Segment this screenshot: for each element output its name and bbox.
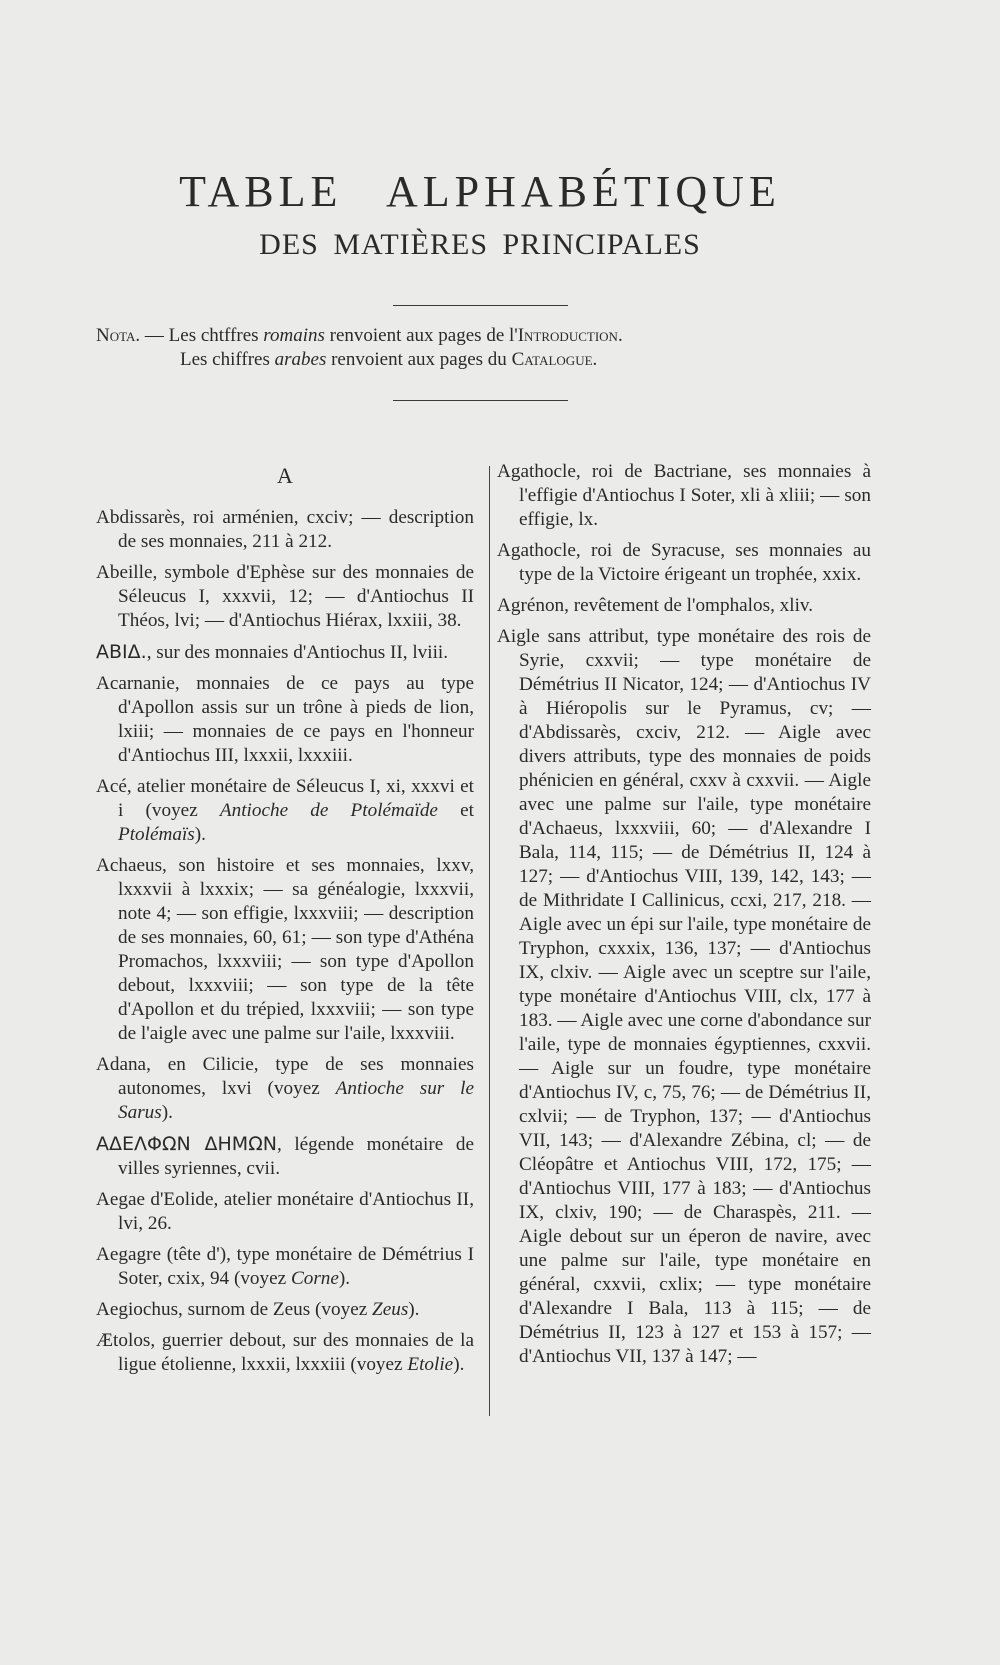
nota-label: Nota. — [96, 325, 141, 346]
index-entry: Abdissarès, roi arménien, cxciv; — description de ses monnaies, 211 à 212. — [96, 507, 474, 552]
index-entry: Agathocle, roi de Syracuse, ses monnaies au type de la Victoire érigeant un trophée, xxix. — [497, 540, 871, 585]
index-entry — [96, 1243, 474, 1291]
entry-text: , légende monétaire de villes syriennes, cvii. — [118, 1134, 474, 1179]
nota-text: renvoient aux pages de l' — [324, 325, 518, 346]
index-column-left — [96, 460, 474, 1384]
divider-bottom — [393, 400, 568, 401]
entry-text: Ætolos, guerrier debout, sur des monnaies de la ligue étolienne, lxxxii, lxxxiii (voyez — [96, 1330, 474, 1375]
divider-top — [393, 305, 568, 306]
index-entry — [96, 1298, 474, 1322]
nota-text: . — [592, 349, 598, 370]
index-entry — [96, 1329, 474, 1377]
index-entry: Achaeus, son histoire et ses monnaies, lxxv, lxxxvii à lxxxix; — sa généalogie, lxxxvii, note 4; — son effigie, lxxxviii; — description de ses monnaies, 60, 61; — son type d'Athéna Promachos, lxxxviii; — son type d'Apollon debout, lxxxviii; — son type de la tête d'Apollon et du trépied, lxxxviii; — son type de l'aigle avec une palme sur l'aile, lxxxviii. — [96, 855, 474, 1044]
entry-text: ). — [453, 1354, 465, 1375]
index-entry — [96, 1053, 474, 1125]
entry-xref: Etolie — [407, 1354, 454, 1375]
nota-line-1 — [96, 324, 623, 348]
nota-text: . — [617, 325, 623, 346]
index-entry: Aigle sans attribut, type monétaire des rois de Syrie, cxxvii; — type monétaire de Démétrius II Nicator, 124; — d'Antiochus IV à Hiéropolis sur le Pyramus, cv; — d'Abdissarès, cxciv, 212. — Aigle avec divers attributs, type des monnaies de poids phénicien en général, cxxv à cxxvii. — Aigle avec une palme sur l'aile, type monétaire d'Achaeus, lxxxviii, 60; — d'Alexandre I Bala, 114, 115; — de Démétrius II, 124 à 127; — d'Antiochus VIII, 139, 142, 143; — de Mithridate I Callinicus, ccxi, 217, 218. — Aigle avec un épi sur l'aile, type monétaire de Tryphon, cxxxix, 136, 137; — d'Antiochus IX, clxiv. — Aigle avec un sceptre sur l'aile, type monétaire d'Antiochus VIII, clx, 177 à 183. — Aigle avec une corne d'abondance sur l'aile, type de monnaies égyptiennes, cxxvii. — Aigle sur un foudre, type monétaire d'Antiochus IV, c, 75, 76; — de Démétrius II, cxlvii; — de Tryphon, 137; — d'Antiochus VII, 143; — d'Alexandre Zébina, cl; — de Cléopâtre et Antiochus VIII, 172, 175; — d'Antiochus VIII, 177 à 183; — d'Antiochus IX, clxiv, 190; — de Charaspès, 211. — Aigle debout sur un éperon de navire, avec une palme sur l'aile, type monétaire en général, cxxvii, cxlix; — type monétaire d'Alexandre I Bala, 113 à 115; — de Démétrius II, 123 à 127 et 153 à 157; — d'Antiochus VII, 137 à 147; — — [497, 626, 871, 1367]
index-entry: Abeille, symbole d'Ephèse sur des monnaies de Séleucus I, xxxvii, 12; — d'Antiochus II Théos, lvi; — d'Antiochus Hiérax, lxxiii, 38. — [96, 562, 474, 631]
greek-legend: ΑΔΕΛΦΩΝ ΔΗΜΩΝ — [96, 1133, 277, 1155]
index-column-right — [497, 460, 871, 1376]
entry-text: , sur des monnaies d'Antiochus II, lviii. — [146, 642, 449, 663]
entry-text: ). — [408, 1299, 420, 1320]
nota-text: Les chiffres — [180, 349, 275, 370]
entry-xref: Antioche de Ptolémaïde — [219, 800, 438, 821]
page-title: TABLE ALPHABÉTIQUE — [179, 167, 781, 216]
entry-xref: Zeus — [372, 1299, 409, 1320]
nota-smallcaps: Catalogue — [511, 349, 593, 370]
page-subtitle: DES MATIÈRES PRINCIPALES — [259, 228, 701, 261]
nota-text: renvoient aux pages du — [326, 349, 512, 370]
index-entry — [96, 640, 474, 665]
index-entry — [96, 1132, 474, 1181]
index-entry: Agathocle, roi de Bactriane, ses monnaies à l'effigie d'Antiochus I Soter, xli à xliii; — son effigie, lx. — [497, 461, 871, 530]
index-entry — [96, 775, 474, 847]
column-divider — [489, 466, 490, 1416]
entry-text: Aegagre (tête d'), type monétaire de Démétrius I Soter, cxix, 94 (voyez — [96, 1244, 474, 1289]
entry-xref: Antioche sur le Sarus — [118, 1078, 475, 1123]
index-entry: Agrénon, revêtement de l'omphalos, xliv. — [497, 595, 814, 616]
index-entry: Aegae d'Eolide, atelier monétaire d'Antiochus II, lvi, 26. — [96, 1189, 474, 1234]
nota-italic: arabes — [274, 349, 327, 370]
entry-text: et — [437, 800, 474, 821]
nota-text: — Les chtffres — [140, 325, 264, 346]
entry-text: Adana, en Cilicie, type de ses monnaies autonomes, lxvi (voyez — [96, 1054, 474, 1099]
nota-line-2 — [96, 348, 623, 372]
nota-note — [96, 324, 623, 372]
entry-xref: Corne — [290, 1268, 339, 1289]
greek-legend: ΑΒΙΔ. — [96, 641, 147, 663]
entry-text: ). — [161, 1102, 173, 1123]
entry-text: ). — [338, 1268, 351, 1289]
nota-italic: romains — [263, 325, 325, 346]
section-letter: A — [277, 463, 293, 488]
nota-smallcaps: Introduction — [517, 325, 618, 346]
entry-text: ). — [194, 824, 206, 845]
entry-xref: Ptolémaïs — [118, 824, 195, 845]
index-entry: Acarnanie, monnaies de ce pays au type d'Apollon assis sur un trône à pieds de lion, lxiii; — monnaies de ce pays en l'honneur d'Antiochus III, lxxxii, lxxxiii. — [96, 673, 474, 766]
entry-text: Acé, atelier monétaire de Séleucus I, xi, xxxvi et i (voyez — [96, 776, 474, 821]
entry-text: Aegiochus, surnom de Zeus (voyez — [96, 1299, 373, 1320]
